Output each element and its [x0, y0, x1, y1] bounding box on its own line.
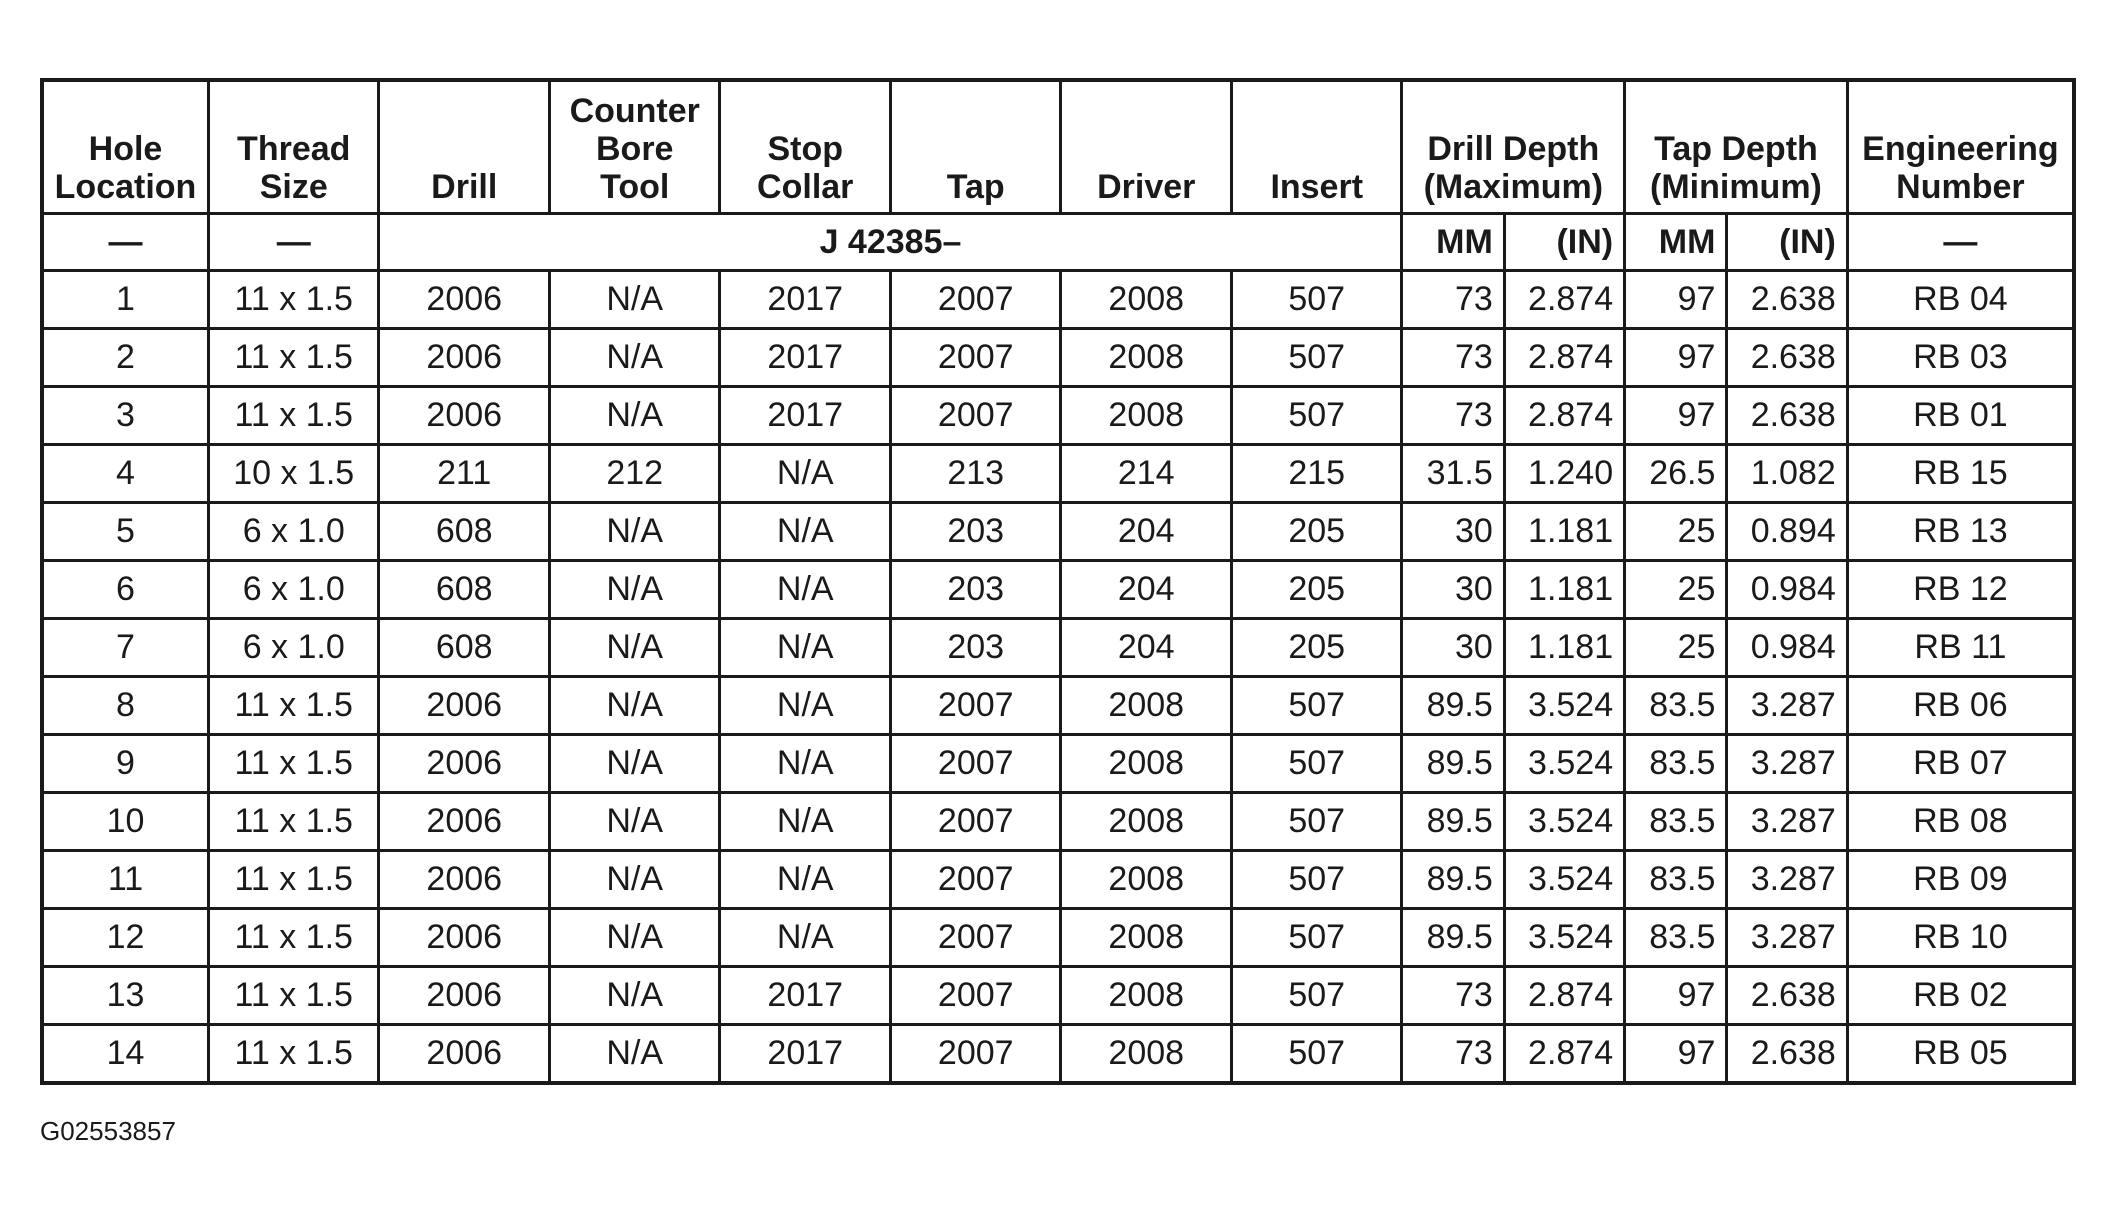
cell-hole-location: 4: [42, 445, 208, 503]
header-engineering-number: Engineering Number: [1847, 80, 2074, 214]
cell-counter-bore-tool: N/A: [549, 387, 720, 445]
cell-hole-location: 12: [42, 909, 208, 967]
cell-insert: 507: [1231, 967, 1402, 1025]
cell-driver: 204: [1061, 503, 1232, 561]
cell-drill-depth-in: 2.874: [1504, 1025, 1624, 1084]
cell-insert: 507: [1231, 677, 1402, 735]
header-thread-size: Thread Size: [208, 80, 379, 214]
cell-tap: 203: [890, 619, 1061, 677]
cell-thread-size: 11 x 1.5: [208, 1025, 379, 1084]
cell-tap-depth-mm: 97: [1625, 329, 1727, 387]
cell-engineering-number: RB 02: [1847, 967, 2074, 1025]
cell-counter-bore-tool: 212: [549, 445, 720, 503]
table-row: [42, 909, 2074, 967]
cell-hole-location: 2: [42, 329, 208, 387]
cell-drill: 2006: [379, 271, 550, 329]
table-row: [42, 851, 2074, 909]
cell-stop-collar: N/A: [720, 677, 891, 735]
cell-engineering-number: RB 13: [1847, 503, 2074, 561]
table-row: [42, 503, 2074, 561]
cell-drill-depth-in: 3.524: [1504, 735, 1624, 793]
units-drill-in: (IN): [1504, 214, 1624, 271]
cell-insert: 215: [1231, 445, 1402, 503]
cell-tap: 203: [890, 561, 1061, 619]
cell-stop-collar: N/A: [720, 561, 891, 619]
cell-drill: 211: [379, 445, 550, 503]
cell-tap: 213: [890, 445, 1061, 503]
cell-drill: 2006: [379, 735, 550, 793]
units-tap-in: (IN): [1727, 214, 1847, 271]
cell-thread-size: 11 x 1.5: [208, 967, 379, 1025]
cell-tap-depth-mm: 25: [1625, 503, 1727, 561]
cell-drill: 2006: [379, 387, 550, 445]
cell-insert: 507: [1231, 329, 1402, 387]
cell-hole-location: 6: [42, 561, 208, 619]
cell-counter-bore-tool: N/A: [549, 793, 720, 851]
cell-tap-depth-in: 0.894: [1727, 503, 1847, 561]
cell-drill: 2006: [379, 909, 550, 967]
cell-engineering-number: RB 01: [1847, 387, 2074, 445]
units-row: [42, 214, 2074, 271]
cell-drill-depth-in: 1.181: [1504, 561, 1624, 619]
cell-insert: 507: [1231, 851, 1402, 909]
cell-hole-location: 14: [42, 1025, 208, 1084]
units-engineering-number: —: [1847, 214, 2074, 271]
cell-tap-depth-in: 2.638: [1727, 967, 1847, 1025]
table-row: [42, 1025, 2074, 1084]
cell-drill: 2006: [379, 793, 550, 851]
cell-stop-collar: N/A: [720, 909, 891, 967]
cell-driver: 2008: [1061, 967, 1232, 1025]
cell-tap-depth-in: 0.984: [1727, 561, 1847, 619]
header-counter-bore-tool: Counter Bore Tool: [549, 80, 720, 214]
cell-tap: 2007: [890, 387, 1061, 445]
cell-drill-depth-mm: 30: [1402, 503, 1504, 561]
cell-drill: 2006: [379, 329, 550, 387]
cell-tap-depth-mm: 97: [1625, 271, 1727, 329]
cell-stop-collar: N/A: [720, 619, 891, 677]
cell-drill: 608: [379, 619, 550, 677]
table-row: [42, 445, 2074, 503]
cell-hole-location: 7: [42, 619, 208, 677]
cell-drill-depth-mm: 30: [1402, 619, 1504, 677]
cell-engineering-number: RB 03: [1847, 329, 2074, 387]
units-tap-mm: MM: [1625, 214, 1727, 271]
cell-stop-collar: N/A: [720, 445, 891, 503]
cell-drill-depth-mm: 89.5: [1402, 735, 1504, 793]
cell-insert: 205: [1231, 503, 1402, 561]
cell-tap-depth-mm: 97: [1625, 967, 1727, 1025]
header-drill-depth: Drill Depth (Maximum): [1402, 80, 1625, 214]
cell-hole-location: 8: [42, 677, 208, 735]
cell-driver: 214: [1061, 445, 1232, 503]
cell-drill-depth-mm: 73: [1402, 1025, 1504, 1084]
cell-tap-depth-mm: 97: [1625, 387, 1727, 445]
cell-drill-depth-mm: 89.5: [1402, 909, 1504, 967]
cell-tap: 2007: [890, 1025, 1061, 1084]
cell-tap-depth-in: 3.287: [1727, 735, 1847, 793]
cell-tap-depth-in: 2.638: [1727, 329, 1847, 387]
cell-tap: 2007: [890, 793, 1061, 851]
cell-drill-depth-in: 1.181: [1504, 619, 1624, 677]
cell-insert: 507: [1231, 1025, 1402, 1084]
cell-tap: 2007: [890, 735, 1061, 793]
cell-drill-depth-mm: 89.5: [1402, 677, 1504, 735]
cell-driver: 204: [1061, 619, 1232, 677]
cell-thread-size: 6 x 1.0: [208, 619, 379, 677]
table-row: [42, 735, 2074, 793]
table-row: [42, 793, 2074, 851]
units-thread-size: —: [208, 214, 379, 271]
cell-driver: 2008: [1061, 271, 1232, 329]
cell-engineering-number: RB 05: [1847, 1025, 2074, 1084]
header-drill: Drill: [379, 80, 550, 214]
table-row: [42, 967, 2074, 1025]
cell-drill-depth-mm: 73: [1402, 329, 1504, 387]
cell-drill-depth-mm: 89.5: [1402, 851, 1504, 909]
header-row: [42, 80, 2074, 214]
cell-tap: 203: [890, 503, 1061, 561]
cell-drill-depth-in: 1.240: [1504, 445, 1624, 503]
cell-engineering-number: RB 10: [1847, 909, 2074, 967]
cell-tap-depth-mm: 83.5: [1625, 677, 1727, 735]
units-hole-location: —: [42, 214, 208, 271]
cell-tap-depth-mm: 83.5: [1625, 909, 1727, 967]
table-row: [42, 271, 2074, 329]
cell-counter-bore-tool: N/A: [549, 1025, 720, 1084]
cell-counter-bore-tool: N/A: [549, 503, 720, 561]
units-tool-prefix: J 42385–: [379, 214, 1402, 271]
figure-id: G02553857: [40, 1116, 176, 1146]
cell-counter-bore-tool: N/A: [549, 561, 720, 619]
cell-drill-depth-in: 3.524: [1504, 677, 1624, 735]
cell-tap: 2007: [890, 271, 1061, 329]
tool-table-container: [40, 78, 2076, 1085]
cell-hole-location: 5: [42, 503, 208, 561]
cell-drill: 2006: [379, 1025, 550, 1084]
cell-hole-location: 13: [42, 967, 208, 1025]
cell-drill-depth-mm: 73: [1402, 387, 1504, 445]
cell-engineering-number: RB 12: [1847, 561, 2074, 619]
cell-stop-collar: 2017: [720, 271, 891, 329]
cell-insert: 507: [1231, 271, 1402, 329]
cell-tap-depth-in: 2.638: [1727, 1025, 1847, 1084]
cell-thread-size: 11 x 1.5: [208, 271, 379, 329]
header-stop-collar: Stop Collar: [720, 80, 891, 214]
header-hole-location: Hole Location: [42, 80, 208, 214]
cell-driver: 2008: [1061, 1025, 1232, 1084]
cell-thread-size: 11 x 1.5: [208, 735, 379, 793]
cell-counter-bore-tool: N/A: [549, 619, 720, 677]
cell-tap-depth-in: 2.638: [1727, 271, 1847, 329]
cell-drill-depth-in: 2.874: [1504, 271, 1624, 329]
cell-insert: 507: [1231, 909, 1402, 967]
cell-driver: 2008: [1061, 909, 1232, 967]
cell-drill-depth-in: 2.874: [1504, 329, 1624, 387]
cell-hole-location: 1: [42, 271, 208, 329]
cell-tap-depth-in: 3.287: [1727, 851, 1847, 909]
cell-thread-size: 6 x 1.0: [208, 503, 379, 561]
cell-driver: 2008: [1061, 851, 1232, 909]
cell-tap: 2007: [890, 329, 1061, 387]
cell-engineering-number: RB 15: [1847, 445, 2074, 503]
cell-counter-bore-tool: N/A: [549, 909, 720, 967]
cell-insert: 205: [1231, 619, 1402, 677]
cell-counter-bore-tool: N/A: [549, 271, 720, 329]
cell-tap-depth-in: 3.287: [1727, 793, 1847, 851]
cell-hole-location: 10: [42, 793, 208, 851]
cell-thread-size: 11 x 1.5: [208, 793, 379, 851]
cell-tap-depth-in: 0.984: [1727, 619, 1847, 677]
cell-thread-size: 11 x 1.5: [208, 387, 379, 445]
cell-tap-depth-mm: 83.5: [1625, 735, 1727, 793]
cell-counter-bore-tool: N/A: [549, 967, 720, 1025]
cell-drill: 2006: [379, 851, 550, 909]
cell-engineering-number: RB 08: [1847, 793, 2074, 851]
cell-tap-depth-in: 3.287: [1727, 677, 1847, 735]
cell-counter-bore-tool: N/A: [549, 677, 720, 735]
cell-thread-size: 11 x 1.5: [208, 329, 379, 387]
cell-counter-bore-tool: N/A: [549, 329, 720, 387]
cell-stop-collar: N/A: [720, 503, 891, 561]
cell-drill: 2006: [379, 967, 550, 1025]
cell-tap-depth-mm: 25: [1625, 561, 1727, 619]
cell-drill-depth-in: 3.524: [1504, 851, 1624, 909]
tool-table: [40, 78, 2076, 1085]
cell-driver: 2008: [1061, 793, 1232, 851]
header-insert: Insert: [1231, 80, 1402, 214]
cell-driver: 204: [1061, 561, 1232, 619]
cell-counter-bore-tool: N/A: [549, 851, 720, 909]
cell-engineering-number: RB 07: [1847, 735, 2074, 793]
cell-tap-depth-in: 2.638: [1727, 387, 1847, 445]
cell-stop-collar: 2017: [720, 967, 891, 1025]
cell-thread-size: 11 x 1.5: [208, 909, 379, 967]
cell-drill-depth-in: 1.181: [1504, 503, 1624, 561]
cell-tap-depth-mm: 83.5: [1625, 793, 1727, 851]
cell-drill-depth-in: 2.874: [1504, 967, 1624, 1025]
cell-drill-depth-mm: 30: [1402, 561, 1504, 619]
table-row: [42, 329, 2074, 387]
cell-engineering-number: RB 06: [1847, 677, 2074, 735]
cell-hole-location: 9: [42, 735, 208, 793]
cell-tap: 2007: [890, 851, 1061, 909]
cell-drill: 608: [379, 561, 550, 619]
header-driver: Driver: [1061, 80, 1232, 214]
cell-drill-depth-in: 3.524: [1504, 793, 1624, 851]
cell-drill-depth-mm: 73: [1402, 967, 1504, 1025]
cell-driver: 2008: [1061, 735, 1232, 793]
cell-engineering-number: RB 11: [1847, 619, 2074, 677]
cell-stop-collar: 2017: [720, 387, 891, 445]
cell-insert: 205: [1231, 561, 1402, 619]
cell-tap: 2007: [890, 967, 1061, 1025]
cell-stop-collar: 2017: [720, 1025, 891, 1084]
cell-tap-depth-mm: 97: [1625, 1025, 1727, 1084]
cell-drill: 608: [379, 503, 550, 561]
cell-engineering-number: RB 09: [1847, 851, 2074, 909]
cell-stop-collar: N/A: [720, 735, 891, 793]
cell-tap-depth-mm: 83.5: [1625, 851, 1727, 909]
cell-insert: 507: [1231, 387, 1402, 445]
cell-drill-depth-mm: 31.5: [1402, 445, 1504, 503]
cell-drill-depth-mm: 73: [1402, 271, 1504, 329]
table-row: [42, 387, 2074, 445]
cell-thread-size: 10 x 1.5: [208, 445, 379, 503]
cell-thread-size: 11 x 1.5: [208, 851, 379, 909]
cell-driver: 2008: [1061, 329, 1232, 387]
cell-drill-depth-in: 2.874: [1504, 387, 1624, 445]
cell-tap-depth-in: 3.287: [1727, 909, 1847, 967]
cell-counter-bore-tool: N/A: [549, 735, 720, 793]
header-tap: Tap: [890, 80, 1061, 214]
cell-driver: 2008: [1061, 387, 1232, 445]
cell-hole-location: 11: [42, 851, 208, 909]
cell-thread-size: 6 x 1.0: [208, 561, 379, 619]
units-drill-mm: MM: [1402, 214, 1504, 271]
cell-insert: 507: [1231, 735, 1402, 793]
cell-drill-depth-mm: 89.5: [1402, 793, 1504, 851]
cell-tap-depth-mm: 25: [1625, 619, 1727, 677]
cell-tap: 2007: [890, 909, 1061, 967]
cell-tap-depth-in: 1.082: [1727, 445, 1847, 503]
cell-tap-depth-mm: 26.5: [1625, 445, 1727, 503]
table-row: [42, 677, 2074, 735]
cell-drill: 2006: [379, 677, 550, 735]
cell-stop-collar: 2017: [720, 329, 891, 387]
cell-stop-collar: N/A: [720, 851, 891, 909]
cell-drill-depth-in: 3.524: [1504, 909, 1624, 967]
table-row: [42, 561, 2074, 619]
cell-insert: 507: [1231, 793, 1402, 851]
cell-stop-collar: N/A: [720, 793, 891, 851]
cell-hole-location: 3: [42, 387, 208, 445]
cell-engineering-number: RB 04: [1847, 271, 2074, 329]
cell-tap: 2007: [890, 677, 1061, 735]
header-tap-depth: Tap Depth (Minimum): [1625, 80, 1848, 214]
table-row: [42, 619, 2074, 677]
cell-driver: 2008: [1061, 677, 1232, 735]
cell-thread-size: 11 x 1.5: [208, 677, 379, 735]
